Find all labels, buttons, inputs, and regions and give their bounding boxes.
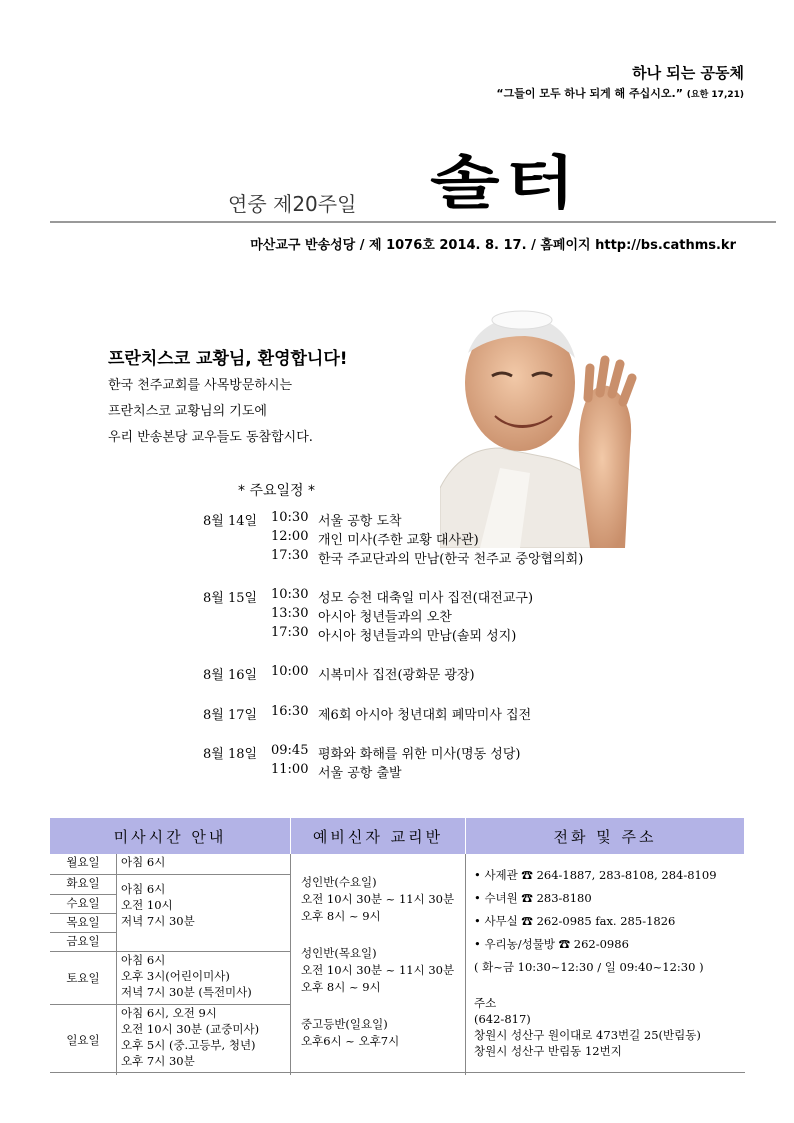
article-line: 우리 반송본당 교우들도 동참합시다. (108, 430, 313, 445)
weekday-labels (50, 874, 117, 951)
mass-day: 월요일 (50, 854, 117, 874)
schedule-time: 11:00 (271, 762, 309, 777)
class-name: 중고등반(일요일) (301, 1017, 388, 1031)
schedule-date: 8월 14일 (203, 514, 258, 529)
mass-time: 아침 6시 (121, 952, 166, 967)
schedule-date: 8월 18일 (203, 747, 258, 762)
address-block (474, 995, 745, 1059)
address-line: 창원시 성산구 원이대로 473번길 25(반림동) (474, 1028, 701, 1042)
header-contact: 전화 및 주소 (466, 818, 745, 854)
contact-line: ( 화~금 10:30~12:30 / 일 09:40~12:30 ) (474, 960, 704, 974)
address-line: 창원시 성산구 반림동 12번지 (474, 1044, 622, 1058)
schedule-event: 개인 미사(주한 교황 대사관) (318, 533, 479, 548)
article-line: 한국 천주교회를 사목방문하시는 (108, 378, 293, 393)
motto-quote (496, 85, 744, 101)
postal-code: (642-817) (474, 1012, 531, 1026)
mass-time: 오후 5시 (중.고등부, 청년) (121, 1037, 256, 1052)
mass-day: 일요일 (50, 1004, 117, 1075)
schedule-time: 09:45 (271, 743, 309, 758)
table-bottom-border (50, 1072, 745, 1073)
schedule-time: 12:00 (271, 529, 309, 544)
class-name: 성인반(수요일) (301, 875, 377, 889)
table-header-row (50, 818, 745, 854)
schedule-row (203, 762, 623, 782)
catechism-column (291, 854, 466, 1075)
schedule-event: 한국 주교단과의 만남(한국 천주교 중앙협의회) (318, 552, 584, 567)
schedule-title: * 주요일정 * (238, 483, 315, 499)
schedule-event: 성모 승천 대축일 미사 집전(대전교구) (318, 591, 534, 606)
mass-time: 오후 3시(어린이미사) (121, 968, 230, 983)
schedule-row (203, 587, 623, 607)
schedule-time: 17:30 (271, 548, 309, 563)
info-table (50, 818, 745, 1075)
contact-line: • 수녀원 ☎ 283-8180 (474, 891, 592, 905)
schedule-date: 8월 15일 (203, 591, 258, 606)
contact-line: • 사제관 ☎ 264-1887, 283-8108, 284-8109 (474, 868, 717, 882)
mass-time: 오전 10시 (121, 897, 173, 912)
schedule-event: 서울 공항 도착 (318, 514, 402, 529)
mass-time: 저녁 7시 30분 (121, 913, 195, 928)
schedule-row (203, 529, 623, 549)
motto-title: 하나 되는 공동체 (632, 64, 744, 82)
schedule-row (203, 510, 623, 530)
schedule-event: 시복미사 집전(광화문 광장) (318, 668, 475, 683)
schedule-time: 16:30 (271, 704, 309, 719)
header-divider (50, 221, 776, 223)
schedule-time: 10:30 (271, 510, 309, 525)
mass-time: 아침 6시, 오전 9시 (121, 1005, 217, 1020)
mass-time: 저녁 7시 30분 (특전미사) (121, 984, 252, 999)
mass-times-column (50, 854, 291, 1075)
mass-day: 수요일 (50, 895, 116, 914)
mass-time: 아침 6시 (117, 854, 291, 874)
class-name: 성인반(목요일) (301, 946, 377, 960)
mass-day: 금요일 (66, 933, 100, 948)
class-time: 오전 10시 30분 ~ 11시 30분 (301, 963, 455, 977)
header-catechism: 예비신자 교리반 (291, 818, 466, 854)
schedule-event: 아시아 청년들과의 오찬 (318, 610, 452, 625)
schedule-row (203, 664, 623, 684)
class-time: 오후 8시 ~ 9시 (301, 909, 381, 923)
article-line: 프란치스코 교황님의 기도에 (108, 404, 267, 419)
mass-day: 화요일 (50, 875, 116, 895)
schedule-time: 17:30 (271, 625, 309, 640)
schedule-row (203, 625, 623, 645)
schedule-date: 8월 17일 (203, 708, 258, 723)
mass-table (50, 854, 290, 1075)
schedule-time: 10:00 (271, 664, 309, 679)
mass-time: 오전 10시 30분 (교중미사) (121, 1021, 260, 1036)
schedule-event: 제6회 아시아 청년대회 폐막미사 집전 (318, 708, 532, 723)
quote-reference: (요한 17,21) (686, 90, 744, 100)
mass-time: 아침 6시 (121, 881, 166, 896)
weekday-times (117, 874, 291, 951)
address-label: 주소 (474, 996, 497, 1010)
saturday-times (117, 951, 291, 1004)
mass-day: 목요일 (50, 914, 116, 933)
mass-time: 오후 7시 30분 (121, 1053, 195, 1068)
schedule-row (203, 743, 623, 763)
class-time: 오후6시 ~ 오후7시 (301, 1034, 400, 1048)
contact-column (466, 854, 745, 1075)
schedule-time: 13:30 (271, 606, 309, 621)
class-time: 오후 8시 ~ 9시 (301, 980, 381, 994)
article-headline: 프란치스코 교황님, 환영합니다! (108, 349, 348, 369)
schedule-date: 8월 16일 (203, 668, 258, 683)
header-mass-times: 미사시간 안내 (50, 818, 291, 854)
schedule-time: 10:30 (271, 587, 309, 602)
issue-info-line: 마산교구 반송성당 / 제 1076호 2014. 8. 17. / 홈페이지 http://bs.cathms.kr (250, 238, 736, 253)
schedule-event: 아시아 청년들과의 만남(솔뫼 성지) (318, 629, 517, 644)
mass-day: 토요일 (50, 951, 117, 1004)
schedule-event: 평화와 화해를 위한 미사(명동 성당) (318, 747, 521, 762)
quote-text: “그들이 모두 하나 되게 해 주십시오.” (496, 87, 683, 100)
schedule-row (203, 704, 623, 724)
class-time: 오전 10시 30분 ~ 11시 30분 (301, 892, 455, 906)
liturgical-sunday: 연중 제20주일 (228, 192, 357, 216)
masthead-title: 솔터 (430, 148, 582, 216)
contact-line: • 사무실 ☎ 262-0985 fax. 285-1826 (474, 914, 676, 928)
schedule-row (203, 606, 623, 626)
sunday-times (117, 1004, 291, 1075)
schedule-row (203, 548, 623, 568)
contact-line: • 우리농/성물방 ☎ 262-0986 (474, 937, 629, 951)
schedule-event: 서울 공항 출발 (318, 766, 402, 781)
